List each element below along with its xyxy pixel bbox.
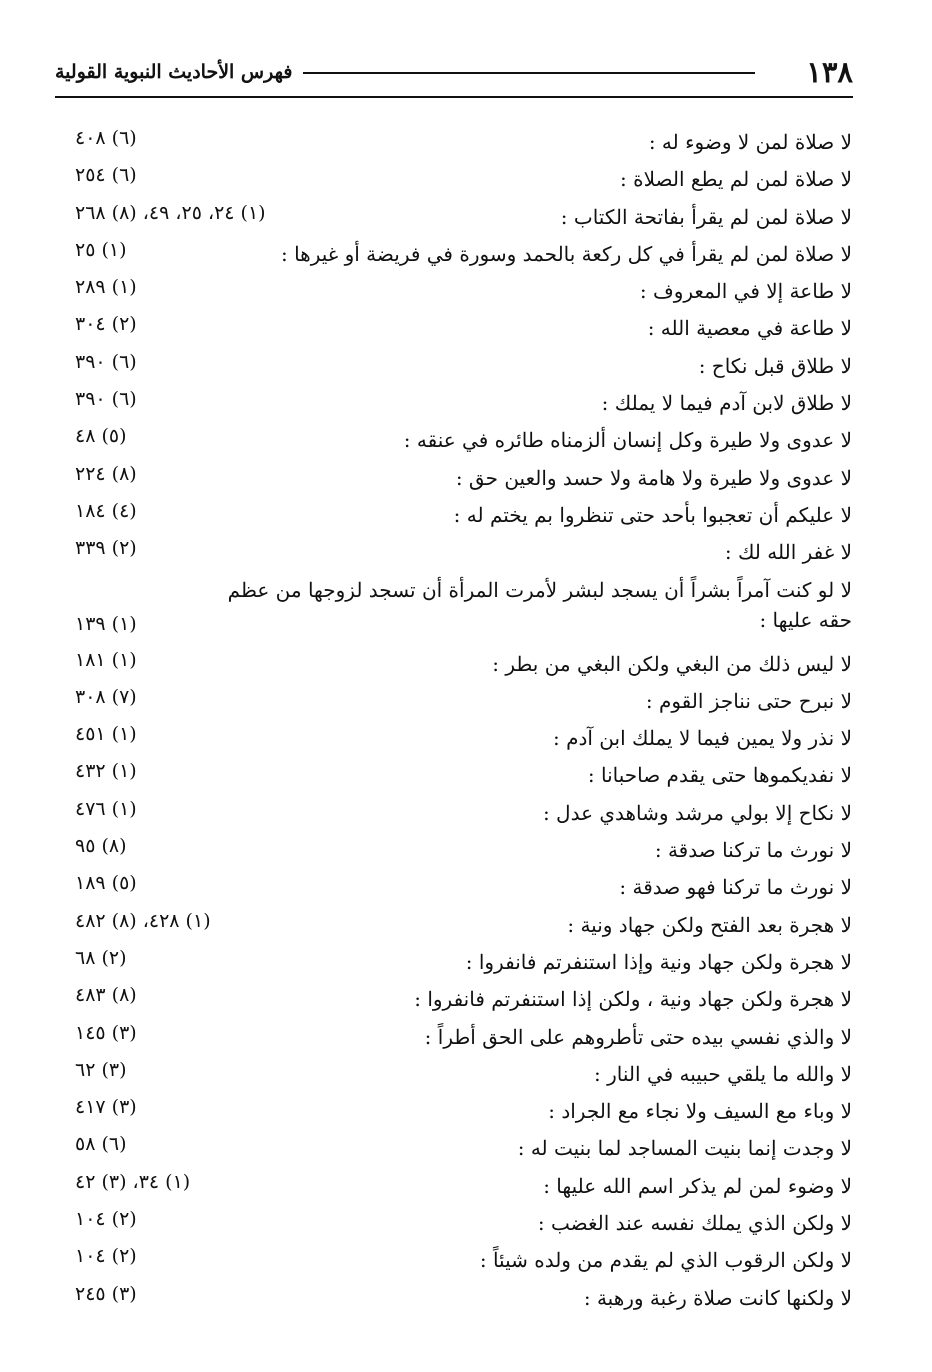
hadith-text: لا نورث ما تركنا فهو صدقة : xyxy=(619,875,852,900)
volume-page-reference: (٥) ٤٨ xyxy=(75,425,127,448)
index-entry xyxy=(75,1129,852,1166)
hadith-text: لا وضوء لمن لم يذكر اسم الله عليها : xyxy=(543,1173,852,1198)
index-entry xyxy=(75,1055,852,1092)
hadith-text: لا وباء مع السيف ولا نجاء مع الجراد : xyxy=(548,1099,852,1124)
volume-page-reference: (١) ٤٧٦ xyxy=(75,797,137,820)
volume-page-reference: (٨) ٢٢٤ xyxy=(75,462,137,485)
index-entry xyxy=(75,198,852,235)
index-entry xyxy=(75,1279,852,1316)
hadith-text: لا عدوى ولا طيرة وكل إنسان ألزمناه طائره في عنقه : xyxy=(403,428,852,453)
volume-page-reference: (٦) ٤٠٨ xyxy=(75,127,137,149)
hadith-text: لا والله ما يلقي حبيبه في النار : xyxy=(594,1061,852,1086)
hadith-index-list xyxy=(75,123,852,1316)
hadith-text: لا صلاة لمن لم يطع الصلاة : xyxy=(620,167,852,192)
volume-page-reference: (٦) ٥٨ xyxy=(75,1133,127,1156)
index-entry xyxy=(75,943,852,980)
index-entry xyxy=(75,1241,852,1278)
volume-page-reference: (٢) ٦٨ xyxy=(75,946,127,969)
volume-page-reference: (٢) ٣٣٩ xyxy=(75,537,137,560)
index-entry xyxy=(75,980,852,1017)
hadith-text: لا نفديكموها حتى يقدم صاحبانا : xyxy=(587,763,852,788)
volume-page-reference: (١) ٤٢٨، (٨) ٤٨٢ xyxy=(75,909,211,932)
volume-page-reference: (٣) ١٤٥ xyxy=(75,1021,137,1044)
index-entry xyxy=(75,719,852,756)
index-entry xyxy=(75,309,852,346)
volume-page-reference: (٤) ١٨٤ xyxy=(75,499,137,522)
hadith-text: لا طلاق قبل نكاح : xyxy=(698,353,852,378)
hadith-text: لا نورث ما تركنا صدقة : xyxy=(654,838,852,863)
index-entry xyxy=(75,1018,852,1055)
index-entry xyxy=(75,235,852,272)
hadith-text: لا هجرة ولكن جهاد ونية وإذا استنفرتم فانفروا : xyxy=(465,949,852,974)
hadith-text: لا صلاة لمن لم يقرأ في كل ركعة بالحمد وسورة في فريضة أو غيرها : xyxy=(280,241,852,266)
index-entry xyxy=(75,123,852,160)
index-entry xyxy=(75,756,852,793)
hadith-text: لا وجدت إنما بنيت المساجد لما بنيت له : xyxy=(517,1136,852,1161)
index-entry xyxy=(75,906,852,943)
hadith-text: لا هجرة بعد الفتح ولكن جهاد ونية : xyxy=(567,912,852,937)
header-rule xyxy=(303,72,755,74)
hadith-text: لا طاعة في معصية الله : xyxy=(647,316,852,341)
index-entry xyxy=(75,1204,852,1241)
index-entry xyxy=(75,645,852,682)
volume-page-reference: (١) ٢٤، ٢٥، ٤٩، (٨) ٢٦٨ xyxy=(75,201,266,224)
page-number: ١٣٨ xyxy=(806,55,853,89)
volume-page-reference: (١) ٣٤، (٣) ٤٢ xyxy=(75,1170,191,1193)
hadith-text: لا لو كنت آمراً بشراً أن يسجد لبشر لأمرت المرأة أن تسجد لزوجها من عظم حقه عليها : xyxy=(227,577,852,632)
index-entry xyxy=(75,831,852,868)
index-entry xyxy=(75,794,852,831)
volume-page-reference: (٣) ٦٢ xyxy=(75,1058,127,1081)
index-entry xyxy=(75,459,852,496)
index-entry xyxy=(75,571,852,645)
hadith-text: لا ولكن الرقوب الذي لم يقدم من ولده شيئاً : xyxy=(479,1248,852,1273)
index-entry xyxy=(75,160,852,197)
hadith-text: لا نذر ولا يمين فيما لا يملك ابن آدم : xyxy=(553,726,852,751)
volume-page-reference: (١) ٤٥١ xyxy=(75,723,137,746)
volume-page-reference: (٢) ١٠٤ xyxy=(75,1208,137,1231)
volume-page-reference: (٦) ٣٩٠ xyxy=(75,388,137,411)
index-entry xyxy=(75,1167,852,1204)
volume-page-reference: (١) ٢٨٩ xyxy=(75,276,137,299)
volume-page-reference: (٧) ٣٠٨ xyxy=(75,685,137,708)
index-entry xyxy=(75,1092,852,1129)
index-entry xyxy=(75,272,852,309)
hadith-text: لا طاعة إلا في المعروف : xyxy=(639,279,852,304)
header-underline xyxy=(55,96,853,98)
hadith-text: لا عليكم أن تعجبوا بأحد حتى تنظروا بم يختم له : xyxy=(453,502,852,527)
hadith-text: لا ولكنها كانت صلاة رغبة ورهبة : xyxy=(583,1285,852,1310)
volume-page-reference: (٣) ٤١٧ xyxy=(75,1096,137,1119)
hadith-text: لا صلاة لمن لا وضوء له : xyxy=(648,130,852,154)
hadith-text: لا ليس ذلك من البغي ولكن البغي من بطر : xyxy=(492,651,852,676)
volume-page-reference: (١) ٢٥ xyxy=(75,238,127,261)
running-title: فهرس الأحاديث النبوية القولية xyxy=(55,61,293,83)
volume-page-reference: (١) ١٨١ xyxy=(75,648,137,671)
index-entry xyxy=(75,868,852,905)
hadith-text: لا والذي نفسي بيده حتى تأطروهم على الحق أطراً : xyxy=(424,1024,852,1049)
index-entry xyxy=(75,421,852,458)
volume-page-reference: (٥) ١٨٩ xyxy=(75,872,137,895)
hadith-text: لا هجرة ولكن جهاد ونية ، ولكن إذا استنفرتم فانفروا : xyxy=(414,987,852,1012)
volume-page-reference: (٦) ٣٩٠ xyxy=(75,350,137,373)
volume-page-reference: (٨) ٩٥ xyxy=(75,835,127,858)
volume-page-reference: (٨) ٤٨٣ xyxy=(75,984,137,1007)
index-entry xyxy=(75,384,852,421)
volume-page-reference: (٢) ٣٠٤ xyxy=(75,313,137,336)
hadith-text: لا عدوى ولا طيرة ولا هامة ولا حسد والعين حق : xyxy=(455,465,852,490)
volume-page-reference: (٦) ٢٥٤ xyxy=(75,164,137,187)
hadith-text: لا غفر الله لك : xyxy=(724,540,852,565)
hadith-text: لا طلاق لابن آدم فيما لا يملك : xyxy=(601,391,852,416)
page-header xyxy=(55,52,853,96)
index-entry xyxy=(75,496,852,533)
hadith-text: لا ولكن الذي يملك نفسه عند الغضب : xyxy=(537,1211,852,1236)
volume-page-reference: (١) ١٣٩ xyxy=(75,612,137,635)
volume-page-reference: (١) ٤٣٢ xyxy=(75,760,137,783)
volume-page-reference: (٣) ٢٤٥ xyxy=(75,1282,137,1305)
hadith-text: لا نبرح حتى نناجز القوم : xyxy=(645,688,852,713)
hadith-text: لا نكاح إلا بولي مرشد وشاهدي عدل : xyxy=(542,800,852,825)
hadith-text: لا صلاة لمن لم يقرأ بفاتحة الكتاب : xyxy=(560,204,852,229)
index-entry xyxy=(75,533,852,570)
index-entry xyxy=(75,347,852,384)
volume-page-reference: (٢) ١٠٤ xyxy=(75,1245,137,1268)
index-entry xyxy=(75,682,852,719)
